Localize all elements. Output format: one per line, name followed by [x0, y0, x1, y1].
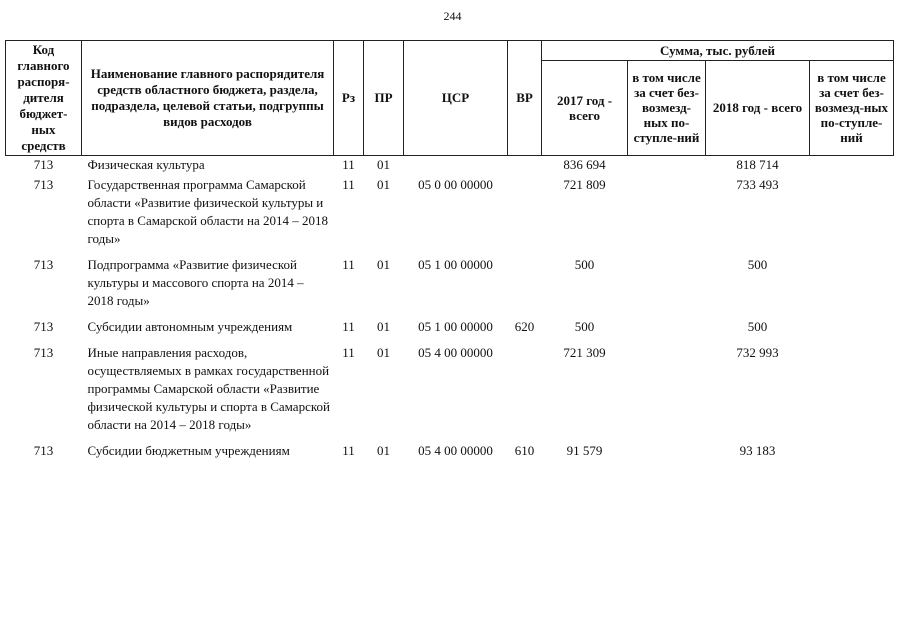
cell-2018-total: 93 183	[739, 443, 776, 458]
cell-name: Субсидии бюджетным учреждениям	[87, 443, 290, 458]
cell-2017-free	[628, 318, 706, 344]
cell-name: Государственная программа Самарской области «Развитие физической культуры и спорта в Самарской области на 2014 – 2018 годы»	[87, 177, 328, 246]
cell-name: Иные направления расходов, осуществляемых в рамках государственной программы Самарской области «Развитие физической культуры и спорта в Самарской области на 2014 – 2018 годы»	[87, 345, 330, 432]
header-2017-total: 2017 год - всего	[542, 60, 628, 155]
budget-table	[5, 40, 894, 468]
cell-2017-free	[628, 156, 706, 177]
cell-csr: 05 1 00 00000	[418, 257, 493, 272]
cell-vr	[508, 156, 542, 177]
header-2017-free: в том числе за счет без-возмезд-ных по-ступле-ний	[628, 60, 706, 155]
cell-vr	[508, 256, 542, 318]
table-row	[6, 176, 894, 256]
header-rz: Рз	[334, 41, 364, 156]
cell-2017-free	[628, 344, 706, 442]
cell-2018-total: 500	[747, 257, 768, 272]
cell-rz: 11	[342, 177, 355, 192]
cell-code: 713	[33, 257, 54, 272]
cell-pr: 01	[377, 177, 390, 192]
header-2018-free: в том числе за счет без-возмезд-ных по-ступле-ний	[810, 60, 894, 155]
table-row	[6, 318, 894, 344]
cell-name: Подпрограмма «Развитие физической культуры и массового спорта на 2014 – 2018 годы»	[87, 257, 304, 308]
cell-2017-total: 721 809	[563, 177, 606, 192]
header-vr: ВР	[508, 41, 542, 156]
table-row	[6, 344, 894, 442]
cell-2017-total: 500	[574, 257, 595, 272]
header-sum: Сумма, тыс. рублей	[542, 41, 894, 61]
cell-2017-free	[628, 256, 706, 318]
cell-2017-total: 91 579	[566, 443, 603, 458]
cell-csr: 05 1 00 00000	[418, 319, 493, 334]
cell-2017-free	[628, 176, 706, 256]
cell-2018-free	[810, 442, 894, 468]
header-name: Наименование главного распорядителя средств областного бюджета, раздела, подраздела, целевой статьи, подгруппы видов расходов	[82, 41, 334, 156]
header-2018-total: 2018 год - всего	[706, 60, 810, 155]
cell-csr	[404, 156, 508, 177]
cell-rz: 11	[342, 443, 355, 458]
cell-code: 713	[33, 157, 54, 172]
cell-rz: 11	[342, 157, 355, 172]
cell-code: 713	[33, 319, 54, 334]
cell-rz: 11	[342, 319, 355, 334]
cell-pr: 01	[377, 157, 390, 172]
cell-rz: 11	[342, 257, 355, 272]
header-pr: ПР	[364, 41, 404, 156]
cell-code: 713	[33, 177, 54, 192]
table-row	[6, 156, 894, 177]
cell-vr	[508, 344, 542, 442]
cell-csr: 05 4 00 00000	[418, 345, 493, 360]
table-row	[6, 256, 894, 318]
table-row	[6, 442, 894, 468]
cell-vr: 620	[514, 319, 535, 334]
cell-pr: 01	[377, 443, 390, 458]
cell-2017-free	[628, 442, 706, 468]
cell-2017-total: 500	[574, 319, 595, 334]
cell-vr	[508, 176, 542, 256]
cell-pr: 01	[377, 319, 390, 334]
header-code: Код главного распоря-дителя бюджет-ных средств	[6, 41, 82, 156]
cell-code: 713	[33, 345, 54, 360]
cell-2018-free	[810, 156, 894, 177]
cell-rz: 11	[342, 345, 355, 360]
cell-name: Физическая культура	[87, 157, 205, 172]
cell-2018-total: 733 493	[736, 177, 779, 192]
cell-2018-free	[810, 318, 894, 344]
cell-csr: 05 4 00 00000	[418, 443, 493, 458]
cell-pr: 01	[377, 257, 390, 272]
header-csr: ЦСР	[404, 41, 508, 156]
cell-2018-free	[810, 344, 894, 442]
cell-2018-free	[810, 256, 894, 318]
cell-pr: 01	[377, 345, 390, 360]
cell-vr: 610	[514, 443, 535, 458]
cell-name: Субсидии автономным учреждениям	[87, 319, 293, 334]
cell-2018-total: 500	[747, 319, 768, 334]
cell-2018-total: 818 714	[736, 157, 779, 172]
cell-2017-total: 721 309	[563, 345, 606, 360]
page-number: 244	[443, 9, 462, 23]
cell-csr: 05 0 00 00000	[418, 177, 493, 192]
cell-2018-free	[810, 176, 894, 256]
cell-code: 713	[33, 443, 54, 458]
cell-2017-total: 836 694	[563, 157, 606, 172]
cell-2018-total: 732 993	[736, 345, 779, 360]
